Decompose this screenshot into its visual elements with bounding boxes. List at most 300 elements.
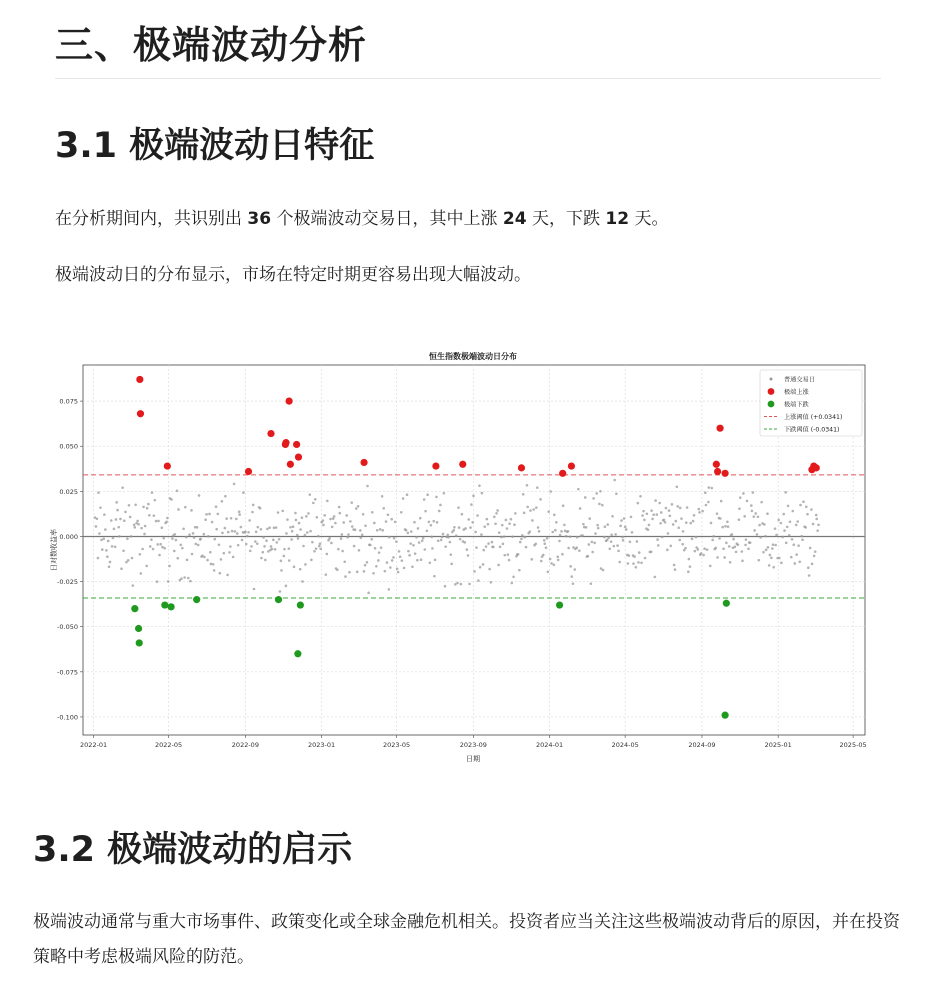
normal-day-point xyxy=(523,512,526,515)
extreme-down-point xyxy=(723,600,730,607)
normal-day-point xyxy=(181,547,184,550)
normal-day-point xyxy=(789,520,792,523)
normal-day-point xyxy=(248,519,251,522)
normal-day-point xyxy=(664,521,667,524)
normal-day-point xyxy=(440,539,443,542)
normal-day-point xyxy=(765,549,768,552)
up-count: 24 xyxy=(502,209,527,229)
normal-day-point xyxy=(705,504,708,507)
normal-day-point xyxy=(588,517,591,520)
normal-day-point xyxy=(532,508,535,511)
implication-paragraph: 极端波动通常与重大市场事件、政策变化或全球金融危机相关。投资者应当关注这些极端波动背后的原因，并在投资策略中考虑极端风险的防范。 xyxy=(33,912,900,967)
normal-day-point xyxy=(684,547,687,550)
normal-day-point xyxy=(213,538,216,541)
normal-day-point xyxy=(329,518,332,521)
normal-day-point xyxy=(793,562,796,565)
normal-day-point xyxy=(625,528,628,531)
normal-day-point xyxy=(177,508,180,511)
normal-day-point xyxy=(815,518,818,521)
normal-day-point xyxy=(607,536,610,539)
normal-day-point xyxy=(391,559,394,562)
normal-day-point xyxy=(725,542,728,545)
normal-day-point xyxy=(127,559,130,562)
summary-text-b: 个极端波动交易日，其中上涨 xyxy=(276,209,498,229)
x-tick-label: 2024-01 xyxy=(535,741,564,749)
normal-day-point xyxy=(751,510,754,513)
normal-day-point xyxy=(253,588,256,591)
normal-day-point xyxy=(466,548,469,551)
normal-day-point xyxy=(176,489,179,492)
normal-day-point xyxy=(712,535,715,538)
normal-day-point xyxy=(668,509,671,512)
normal-day-point xyxy=(795,524,798,527)
normal-day-point xyxy=(410,530,413,533)
normal-day-point xyxy=(147,503,150,506)
normal-day-point xyxy=(692,520,695,523)
normal-day-point xyxy=(681,543,684,546)
normal-day-point xyxy=(157,520,160,523)
normal-day-point xyxy=(477,579,480,582)
normal-day-point xyxy=(759,536,762,539)
legend-marker xyxy=(768,401,775,408)
normal-day-point xyxy=(106,555,109,558)
normal-day-point xyxy=(513,523,516,526)
normal-day-point xyxy=(345,514,348,517)
normal-day-point xyxy=(635,566,638,569)
normal-day-point xyxy=(113,528,116,531)
normal-day-point xyxy=(233,483,236,486)
normal-day-point xyxy=(637,502,640,505)
normal-day-point xyxy=(648,524,651,527)
normal-day-point xyxy=(411,565,414,568)
normal-day-point xyxy=(415,536,418,539)
normal-day-point xyxy=(770,557,773,560)
normal-day-point xyxy=(245,543,248,546)
normal-day-point xyxy=(237,544,240,547)
normal-day-point xyxy=(785,542,788,545)
normal-day-point xyxy=(246,535,249,538)
normal-day-point xyxy=(542,554,545,557)
normal-day-point xyxy=(403,567,406,570)
normal-day-point xyxy=(569,535,572,538)
normal-day-point xyxy=(709,565,712,568)
normal-day-point xyxy=(274,548,277,551)
normal-day-point xyxy=(578,549,581,552)
normal-day-point xyxy=(103,513,106,516)
normal-day-point xyxy=(326,553,329,556)
normal-day-point xyxy=(707,501,710,504)
normal-day-point xyxy=(359,536,362,539)
extreme-down-point xyxy=(275,596,282,603)
normal-day-point xyxy=(347,533,350,536)
normal-day-point xyxy=(471,521,474,524)
normal-day-point xyxy=(209,551,212,554)
normal-day-point xyxy=(454,583,457,586)
extreme-up-point xyxy=(559,470,566,477)
normal-day-point xyxy=(469,526,472,529)
x-tick-label: 2022-01 xyxy=(80,741,108,749)
normal-day-point xyxy=(639,495,642,498)
normal-day-point xyxy=(796,520,799,523)
normal-day-point xyxy=(772,566,775,569)
normal-day-point xyxy=(747,547,750,550)
normal-day-point xyxy=(199,538,202,541)
normal-day-point xyxy=(420,558,423,561)
normal-day-point xyxy=(275,526,278,529)
normal-day-point xyxy=(495,512,498,515)
normal-day-point xyxy=(394,521,397,524)
normal-day-point xyxy=(506,527,509,530)
normal-day-point xyxy=(225,517,228,520)
normal-day-point xyxy=(95,525,98,528)
normal-day-point xyxy=(553,563,556,566)
normal-day-point xyxy=(283,548,286,551)
normal-day-point xyxy=(185,536,188,539)
normal-day-point xyxy=(171,537,174,540)
normal-day-point xyxy=(659,522,662,525)
extreme-volatility-chart xyxy=(45,335,880,775)
normal-day-point xyxy=(446,533,449,536)
normal-day-point xyxy=(708,486,711,489)
normal-day-point xyxy=(322,519,325,522)
extreme-down-point xyxy=(193,596,200,603)
normal-day-point xyxy=(624,526,627,529)
normal-day-point xyxy=(807,566,810,569)
normal-day-point xyxy=(597,527,600,530)
normal-day-point xyxy=(390,518,393,521)
normal-day-point xyxy=(456,582,459,585)
normal-day-point xyxy=(701,510,704,513)
normal-day-point xyxy=(142,506,145,509)
legend-label: 普通交易日 xyxy=(784,376,815,384)
normal-day-point xyxy=(338,506,341,509)
normal-day-point xyxy=(522,493,525,496)
normal-day-point xyxy=(577,488,580,491)
normal-day-point xyxy=(108,566,111,569)
normal-day-point xyxy=(615,493,618,496)
normal-day-point xyxy=(215,505,218,508)
extreme-down-point xyxy=(294,650,301,657)
normal-day-point xyxy=(308,493,311,496)
normal-day-point xyxy=(438,510,441,513)
extreme-down-point xyxy=(556,601,563,608)
normal-day-point xyxy=(292,525,295,528)
normal-day-point xyxy=(576,536,579,539)
normal-day-point xyxy=(301,516,304,519)
normal-day-point xyxy=(778,557,781,560)
normal-day-point xyxy=(534,542,537,545)
normal-day-point xyxy=(166,517,169,520)
normal-day-point xyxy=(188,533,191,536)
normal-day-point xyxy=(184,506,187,509)
x-tick-label: 2025-01 xyxy=(764,741,792,749)
normal-day-point xyxy=(412,544,415,547)
normal-day-point xyxy=(122,549,125,552)
normal-day-point xyxy=(557,559,560,562)
normal-day-point xyxy=(342,521,345,524)
y-tick-label: -0.050 xyxy=(57,623,78,632)
normal-day-point xyxy=(235,518,238,521)
normal-day-point xyxy=(710,522,713,525)
normal-day-point xyxy=(264,559,267,562)
normal-day-point xyxy=(539,498,542,501)
normal-day-point xyxy=(602,569,605,572)
normal-day-point xyxy=(536,486,539,489)
normal-day-point xyxy=(771,547,774,550)
normal-day-point xyxy=(797,544,800,547)
normal-day-point xyxy=(285,585,288,588)
normal-day-point xyxy=(585,526,588,529)
normal-day-point xyxy=(461,513,464,516)
normal-day-point xyxy=(777,519,780,522)
summary-text-d: 天。 xyxy=(634,209,669,229)
normal-day-point xyxy=(130,535,133,538)
normal-day-point xyxy=(658,502,661,505)
normal-day-point xyxy=(107,540,110,543)
normal-day-point xyxy=(197,544,200,547)
extreme-up-point xyxy=(245,468,252,475)
normal-day-point xyxy=(230,517,233,520)
normal-day-point xyxy=(354,528,357,531)
normal-day-point xyxy=(537,526,540,529)
normal-day-point xyxy=(784,491,787,494)
normal-day-point xyxy=(810,508,813,511)
normal-day-point xyxy=(400,511,403,514)
normal-day-point xyxy=(468,583,471,586)
normal-day-point xyxy=(265,539,268,542)
extreme-up-point xyxy=(360,459,367,466)
normal-day-point xyxy=(694,550,697,553)
y-tick-label: -0.025 xyxy=(57,578,78,587)
normal-day-point xyxy=(720,500,723,503)
normal-day-point xyxy=(587,555,590,558)
normal-day-point xyxy=(100,539,103,542)
normal-day-point xyxy=(208,513,211,516)
normal-day-point xyxy=(426,493,429,496)
extreme-up-point xyxy=(282,439,289,446)
normal-day-point xyxy=(205,513,208,516)
extreme-down-point xyxy=(135,625,142,632)
normal-day-point xyxy=(255,531,258,534)
normal-day-point xyxy=(162,537,165,540)
normal-day-point xyxy=(593,542,596,545)
normal-day-point xyxy=(102,538,105,541)
normal-day-point xyxy=(316,516,319,519)
normal-day-point xyxy=(732,538,735,541)
normal-day-point xyxy=(738,518,741,521)
normal-day-point xyxy=(546,537,549,540)
normal-day-point xyxy=(647,528,650,531)
normal-day-point xyxy=(154,499,157,502)
normal-day-point xyxy=(223,552,226,555)
y-tick-label: 0.025 xyxy=(59,487,78,496)
normal-day-point xyxy=(426,529,429,532)
normal-day-point xyxy=(800,535,803,538)
normal-day-point xyxy=(702,554,705,557)
normal-day-point xyxy=(677,526,680,529)
normal-day-point xyxy=(470,503,473,506)
normal-day-point xyxy=(695,536,698,539)
normal-day-point xyxy=(547,510,550,513)
normal-day-point xyxy=(423,498,426,501)
normal-day-point xyxy=(355,507,358,510)
normal-day-point xyxy=(198,494,201,497)
normal-day-point xyxy=(572,582,575,585)
normal-day-point xyxy=(297,537,300,540)
normal-day-point xyxy=(161,546,164,549)
normal-day-point xyxy=(614,533,617,536)
normal-day-point xyxy=(782,513,785,516)
normal-day-point xyxy=(584,496,587,499)
normal-day-point xyxy=(757,515,760,518)
y-axis-label: 日对数收益率 xyxy=(50,529,58,571)
normal-day-point xyxy=(482,563,485,566)
normal-day-point xyxy=(114,545,117,548)
normal-day-point xyxy=(196,526,199,529)
normal-day-point xyxy=(299,528,302,531)
normal-day-point xyxy=(219,572,222,575)
normal-day-point xyxy=(685,521,688,524)
normal-day-point xyxy=(131,557,134,560)
x-tick-label: 2022-09 xyxy=(231,741,259,749)
normal-day-point xyxy=(287,547,290,550)
normal-day-point xyxy=(514,512,517,515)
normal-day-point xyxy=(582,523,585,526)
normal-day-point xyxy=(96,517,99,520)
normal-day-point xyxy=(460,583,463,586)
normal-day-point xyxy=(268,526,271,529)
normal-day-point xyxy=(283,555,286,558)
normal-day-point xyxy=(675,520,678,523)
normal-day-point xyxy=(150,538,153,541)
normal-day-point xyxy=(359,529,362,532)
extreme-up-point xyxy=(137,410,144,417)
normal-day-point xyxy=(382,507,385,510)
summary-paragraph xyxy=(55,204,668,229)
normal-day-point xyxy=(697,508,700,511)
normal-day-point xyxy=(389,566,392,569)
normal-day-point xyxy=(137,523,140,526)
normal-day-point xyxy=(766,512,769,515)
normal-day-point xyxy=(111,545,114,548)
normal-day-point xyxy=(543,542,546,545)
x-tick-label: 2023-09 xyxy=(459,741,487,749)
normal-day-point xyxy=(545,546,548,549)
normal-day-point xyxy=(416,559,419,562)
normal-day-point xyxy=(378,551,381,554)
normal-day-point xyxy=(328,537,331,540)
normal-day-point xyxy=(686,506,689,509)
normal-day-point xyxy=(309,530,312,533)
normal-day-point xyxy=(277,511,280,514)
normal-day-point xyxy=(396,567,399,570)
normal-day-point xyxy=(723,556,726,559)
chart-title: 恒生指数极端波动日分布 xyxy=(429,352,517,361)
normal-day-point xyxy=(211,521,214,524)
summary-text-a: 在分析期间内，共识别出 xyxy=(55,209,242,229)
normal-day-point xyxy=(140,572,143,575)
normal-day-point xyxy=(442,533,445,536)
normal-day-point xyxy=(293,566,296,569)
normal-day-point xyxy=(344,575,347,578)
normal-day-point xyxy=(123,519,126,522)
legend-label: 下跌阈值 (-0.0341) xyxy=(784,426,840,434)
normal-day-point xyxy=(604,525,607,528)
normal-day-point xyxy=(502,543,505,546)
normal-day-point xyxy=(173,550,176,553)
normal-day-point xyxy=(286,518,289,521)
down-count: 12 xyxy=(605,209,630,229)
y-tick-label: 0.075 xyxy=(59,397,78,406)
normal-day-point xyxy=(549,490,552,493)
normal-day-point xyxy=(227,531,230,534)
normal-day-point xyxy=(105,549,108,552)
normal-day-point xyxy=(453,526,456,529)
normal-day-point xyxy=(671,503,674,506)
normal-day-point xyxy=(433,575,436,578)
normal-day-point xyxy=(381,495,384,498)
normal-day-point xyxy=(722,547,725,550)
normal-day-point xyxy=(603,536,606,539)
normal-day-point xyxy=(511,582,514,585)
normal-day-point xyxy=(569,565,572,568)
normal-day-point xyxy=(189,580,192,583)
normal-day-point xyxy=(262,536,265,539)
normal-day-point xyxy=(168,565,171,568)
normal-day-point xyxy=(594,532,597,535)
normal-day-point xyxy=(372,572,375,575)
normal-day-point xyxy=(676,505,679,508)
normal-day-point xyxy=(361,534,364,537)
normal-day-point xyxy=(714,547,717,550)
normal-day-point xyxy=(518,569,521,572)
normal-day-point xyxy=(689,522,692,525)
normal-day-point xyxy=(503,535,506,538)
normal-day-point xyxy=(661,536,664,539)
normal-day-point xyxy=(775,534,778,537)
normal-day-point xyxy=(669,545,672,548)
normal-day-point xyxy=(444,545,447,548)
normal-day-point xyxy=(118,535,121,538)
normal-day-point xyxy=(357,505,360,508)
normal-day-point xyxy=(760,501,763,504)
normal-day-point xyxy=(405,529,408,532)
normal-day-point xyxy=(606,523,609,526)
normal-day-point xyxy=(488,568,491,571)
normal-day-point xyxy=(289,526,292,529)
normal-day-point xyxy=(716,556,719,559)
normal-day-point xyxy=(473,570,476,573)
normal-day-point xyxy=(591,551,594,554)
normal-day-point xyxy=(555,521,558,524)
normal-day-point xyxy=(229,545,232,548)
normal-day-point xyxy=(260,557,263,560)
normal-day-point xyxy=(650,550,653,553)
chart-legend xyxy=(760,370,862,436)
normal-day-point xyxy=(256,526,259,529)
normal-day-point xyxy=(358,549,361,552)
normal-day-point xyxy=(697,548,700,551)
normal-day-point xyxy=(402,497,405,500)
normal-day-point xyxy=(374,547,377,550)
normal-day-point xyxy=(497,564,500,567)
normal-day-point xyxy=(115,501,118,504)
normal-day-point xyxy=(112,537,115,540)
normal-day-point xyxy=(408,554,411,557)
normal-day-point xyxy=(689,565,692,568)
extreme-up-point xyxy=(267,430,274,437)
normal-day-point xyxy=(346,536,349,539)
